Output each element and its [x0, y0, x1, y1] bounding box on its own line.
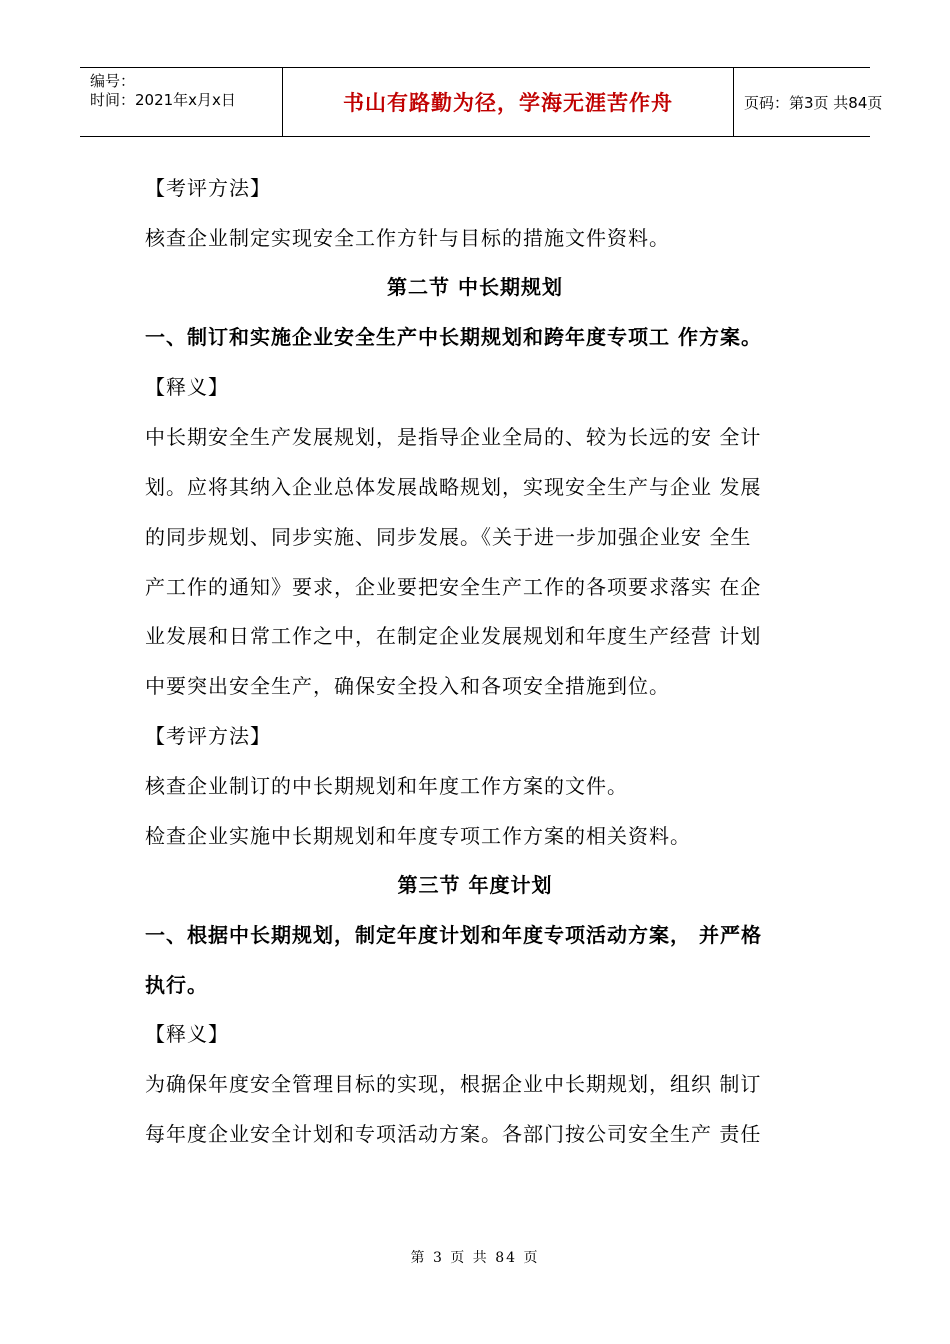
number-label: 编号： — [90, 72, 136, 90]
body-paragraph: 每年度企业安全计划和专项活动方案。各部门按公司安全生产 责任 — [145, 1122, 762, 1146]
section-tag: 【考评方法】 — [145, 176, 271, 200]
header-motto-cell — [282, 68, 734, 136]
document-header — [80, 67, 883, 137]
section-tag: 【考评方法】 — [145, 724, 271, 748]
body-paragraph: 业发展和日常工作之中，在制定企业发展规划和年度生产经营 计划 — [145, 624, 762, 648]
body-paragraph: 产工作的通知》要求，企业要把安全生产工作的各项要求落实 在企 — [145, 575, 762, 599]
section-tag: 【释义】 — [145, 375, 229, 399]
body-paragraph: 中要突出安全生产，确保安全投入和各项安全措施到位。 — [145, 674, 670, 698]
item-heading: 一、根据中长期规划，制定年度计划和年度专项活动方案， 并严格 — [145, 923, 762, 947]
section-tag: 【释义】 — [145, 1022, 229, 1046]
body-paragraph: 为确保年度安全管理目标的实现，根据企业中长期规划，组织 制订 — [145, 1072, 762, 1096]
body-paragraph: 核查企业制定实现安全工作方针与目标的措施文件资料。 — [145, 226, 670, 250]
section-heading: 第三节 年度计划 — [397, 873, 553, 897]
page-footer: 第 3 页 共 84 页 — [410, 1250, 540, 1266]
item-heading: 一、制订和实施企业安全生产中长期规划和跨年度专项工 作方案。 — [145, 325, 762, 349]
body-paragraph: 中长期安全生产发展规划，是指导企业全局的、较为长远的安 全计 — [145, 425, 762, 449]
body-paragraph: 划。应将其纳入企业总体发展战略规划，实现安全生产与企业 发展 — [145, 475, 762, 499]
motto-text: 书山有路勤为径，学海无涯苦作舟 — [343, 91, 673, 115]
body-paragraph: 检查企业实施中长期规划和年度专项工作方案的相关资料。 — [145, 824, 691, 848]
body-paragraph: 核查企业制订的中长期规划和年度工作方案的文件。 — [145, 774, 628, 798]
time-label: 时间：2021年x月x日 — [90, 91, 236, 109]
item-heading: 执行。 — [145, 973, 208, 997]
section-heading: 第二节 中长期规划 — [387, 275, 563, 299]
header-page-info: 页码：第3页 共84页 — [744, 93, 883, 112]
header-meta — [80, 68, 282, 136]
body-paragraph: 的同步规划、同步实施、同步发展。《关于进一步加强企业安 全生 — [145, 525, 752, 549]
